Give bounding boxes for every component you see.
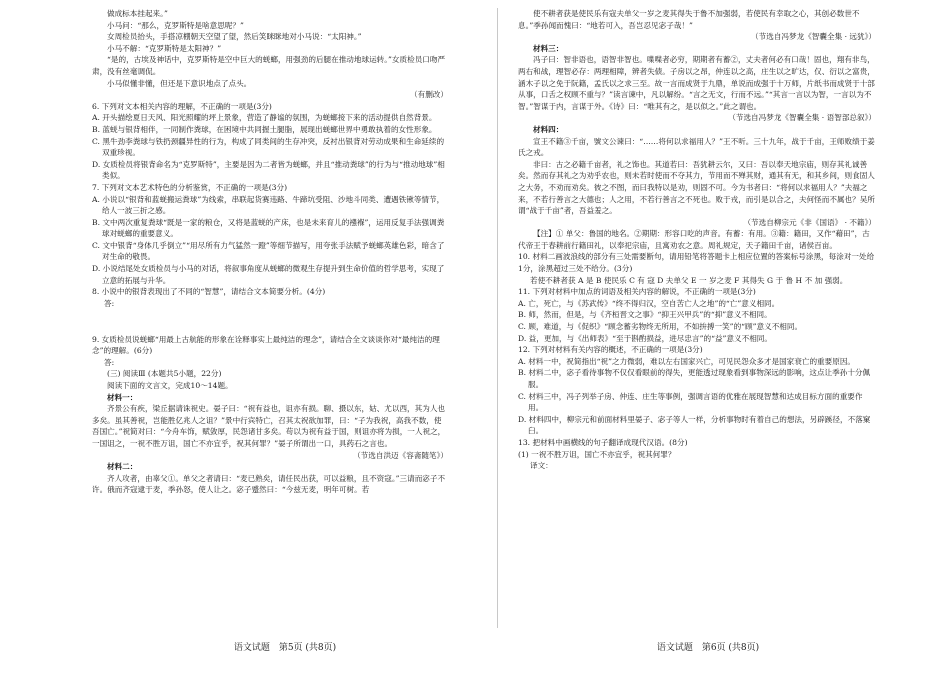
question: 10. 材料二画波浪线的部分有三处需要断句，请用铅笔将答题卡上相应位置的答案标号涂黑，每涂对一处给1分，涂黑超过三处不给分。(3分): [518, 252, 875, 274]
paragraph: 阅读下面的文言文，完成10～14题。: [107, 381, 233, 390]
option: D. 女质检员将银背命名为“克罗斯特”，主要是因为二者皆为蜣螂，并且“推动粪球”的行为与“推动地球”相类似。: [92, 159, 445, 181]
question: 9. 女质检员说蜣螂“用最上古航能的形象在诠释事实上最纯洁的理念”，请结合全文谈谈你对“最纯洁的理念”的理解。(6分): [92, 334, 440, 356]
option: D. 小说结尾处女质检员与小马的对话，将叙事角度从蜣螂的微观生存提升到生命价值的哲学思考，实现了立意的拓展与升华。: [92, 264, 445, 285]
paragraph: 使不耕者获是使民乐有寇夫单父一岁之麦其得失于鲁不加强弱，若使民有幸取之心，其创必数世不息。”季孙闻而愧曰：“地若可入，吾岂忍见宓子哉！”: [518, 9, 860, 30]
question: 6. 下列对文本相关内容的理解，不正确的一项是(3分): [92, 101, 272, 111]
option: C. 黑牛劲李粪球与铁扔颈疆异性的行为，构成了同类间的生存冲突，反衬出银背对劳动成果和生命延续的双重珍视。: [92, 136, 445, 158]
option: A. 材料一中，祝简指出“祝”之力微弱，难以左右国家兴亡，可见民怨众多才是国家衰亡的重要原因。: [518, 356, 856, 366]
source-note: （节选自冯梦龙《智囊全集 · 远犹》）: [751, 32, 876, 42]
source-note: （有删改）: [410, 90, 448, 100]
paragraph: 小马不解：“克罗斯特是太阳神？”: [107, 43, 222, 53]
paragraph: 做成标本挂起来。”: [107, 9, 168, 18]
paragraph: 非曰：古之必籍千亩者，礼之饰也。其道若曰：吾犹耕云尔，又曰：吾以奉天地宗庙，则存其礼诚善矣。然而存其礼之为劝乎农也，则未若时使而不夺其力，节用而不殚其财，通其有无，和其乡间，则食固人之大务，不劝而劝矣。彼之不图，而曰我特以是劝，则固不可。今为书者曰：“将何以求福用人？”夫福之来，不若行善言之大德也；人之用，不若行善言之不死也。败于戎，而引是以合之，夫何怪而不属也？吴所谓“战于千亩”者，吾益羞之。: [518, 159, 875, 216]
question: 11. 下列对材料中加点的词语及相关内容的解说，不正确的一项是(3分): [518, 287, 756, 297]
source-note: （节选自柳宗元《非《国语》 · 不籍》）: [743, 217, 876, 227]
answer-space: [92, 317, 448, 326]
question: 8. 小说中的银背表现出了不同的“智慧”，请结合文本简要分析。(4分): [92, 287, 326, 297]
option: A. 亡，死亡，与《苏武传》“终不得归汉，空自苦亡人之地”的“亡”意义相同。: [518, 298, 780, 308]
paragraph: 小马似懂非懂，但还是下意识地点了点头。: [107, 78, 252, 88]
page-divider: [497, 8, 498, 628]
section-heading: 材料一：: [107, 392, 138, 402]
footer-right: 语文试题 第6页 (共8页): [656, 643, 760, 653]
answer-line: 答:: [104, 357, 115, 367]
paragraph: 宣王不籍③千亩，號文公谏曰：“……将何以求福用人？”王不听。三十九年，战于千亩，王师败绩于姜氏之戎。: [518, 136, 875, 158]
option: C. 顾，难道，与《促织》“顾念蓄劣物终无所用，不如拚搏一笑”的“顾”意义不相同。: [518, 322, 803, 332]
answer-line: 若使不耕者获 A 是 B 使民乐 C 有 寇 D 夫单父 E 一 岁之麦 F 其得失 G 于 鲁 H 不 加 强弱。: [530, 275, 848, 285]
paragraph: 齐景公有疾，梁丘据请诛祝史。晏子曰：“祝有益也，诅亦有损。聊、摄以东，姑、尤以西，其为人也多矣。虽其善祝，岂能胜亿兆人之诅？”景中行宾特亡，召其太祝欲加罪，曰：“子为我祝，高我不数，使吾国亡。”祝简对曰：“今舟车饰，赋敛厚，民怨诸甘多矣。苟以为祝有益于国，则诅亦将为损，一人祝之，一国诅之，一祝不胜万诅，国亡不亦宜乎，祝其何罪？”晏子所谓出一口，具药石之言也。: [92, 404, 446, 448]
question: 7. 下列对文本艺术特色的分析鉴赏，不正确的一项是(3分): [92, 182, 288, 192]
option: C. 文中银背“身体几乎倒立”“用尽所有力气猛然一蹬”等细节描写，用夸张手法赋予蜣螂英雄色彩，暗含了对生命的敬畏。: [92, 240, 445, 262]
option: B. 文中两次重复粪球“既是一家的粮仓，又将是蓝蜣的产床，也是未来育儿的襁褓”，运用反复手法强调粪球对蜣螂的重要意义。: [92, 217, 445, 239]
paragraph: 【注】① 单父：鲁国的地名。②期期：形容口吃的声音。有蓄：有用。③籍：籍田，又作“藉田”，古代帝王于春耕前行籍田礼，以奉祀宗庙，且寓劝农之意。周礼规定，天子籍田千亩，诸侯百亩。: [518, 229, 870, 250]
option: A. 小说以“银背和蓝蜣搬运粪球”为线索，串联起货赛违路、牛蹄坑受阻、沙地斗同类、遭遇铁锹等情节，给人一波三折之感。: [92, 194, 445, 216]
answer-line: 答:: [104, 298, 115, 308]
option: C. 材料三中，冯子列举子房、仲连、庄生等事例，强调言语的优雅在展现智慧和达成目标方面的重要作用。: [518, 391, 863, 413]
answer-line: 译文：: [530, 461, 553, 471]
source-note: （节选自冯梦龙《智囊全集 · 语智部总叙》）: [728, 113, 876, 123]
option: B. 师，然而，但是，与《齐桓晋文之事》“抑王兴甲兵”的“抑”意义不相同。: [518, 310, 772, 320]
option: D. 材料四中，柳宗元和前面材料里晏子、宓子等人一样，分析事物时有着自己的想法，另辟蹊径，不落窠臼。: [518, 414, 871, 436]
section-heading: 材料四：: [533, 124, 564, 134]
footer-left: 语文试题 第5页 (共8页): [233, 643, 337, 653]
question: 12. 下列对材料有关内容的概述，不正确的一项是(3分): [518, 345, 703, 355]
option: A. 开头描绘夏日天风、阳光照耀的坪上景象，营造了静谧的氛围，为蜣螂接下来的活动提供自然背景。: [92, 113, 437, 123]
option: B. 材料二中，宓子看待事物不仅仅看眼前的得失，更能透过现象看到事物深远的影响，这点让季孙十分佩服。: [518, 368, 871, 389]
question: 13. 把材料中画横线的句子翻译成现代汉语。(8分): [518, 437, 688, 447]
paragraph: 齐人攻者，由辜父①。单父之者请曰：“麦已熟矣，请任民出获，可以益粮，且不资寇。”三请而宓子不许。俄而齐寇逮于麦，季孙怒，使人让之。宓子蹙然曰：“今兹无麦，明年可树。若: [92, 473, 446, 495]
paragraph: (三) 阅读Ⅲ (本题共5小题，22分): [107, 369, 222, 379]
section-heading: 材料三：: [533, 43, 564, 53]
right-column: [518, 8, 876, 472]
option: B. 蓝蜣与银背相伴，一同制作粪球，在困境中共同握土腿脂，展现出蜣螂世界中勇敢执着的女性形象。: [92, 124, 437, 134]
source-note: （节选自洪迈《容斋随笔》）: [353, 450, 448, 460]
section-heading: 材料二：: [107, 462, 138, 472]
question: (1) 一祝不胜万诅，国亡不亦宜乎，祝其何罪？: [518, 449, 676, 459]
paragraph: 冯子曰：智非语也，语智非智也。喋喋者必穷，期期者有蓄②，丈夫者何必有口哉！固也，翔有非鸟，两右和战，理智必存：两理相障，辨者失债。子房以之昂，仲连以之高，庄生以之旷达，仅、衍以之富贵，涵木子以之免于阮籍，孟氏以之求三至。故一言而成贤于九鼎，单说而成强于十万师，片纸书而成贤于十部从事，口舌之权顾不重与？”读言谏中，凡以解纷。“言之无文，行而不远。”“其言一言以为智，一言以为不智。”智谋于内，言谋于外。《诗》曰：“唯其有之，是以似之。”此之谓也。: [518, 55, 875, 111]
paragraph: “是的，古埃及神话中，克罗斯特是空中巨大的蜣螂，用强劲的后腿在推动地球运转。”女质检员口吻严肃，没有丝毫调侃。: [92, 55, 446, 76]
left-column: [92, 8, 448, 496]
paragraph: 女周检员抬头，手搭凉棚朝天空望了望，然后笑眯眯地对小马说：“太阳神。”: [107, 32, 362, 42]
paragraph: 小马问：“那么，克罗斯特是啥意思呢？”: [107, 20, 244, 30]
option: D. 益，更加，与《出师表》“至于斟酌损益，进尽忠言”的“益”意义不相同。: [518, 333, 772, 343]
